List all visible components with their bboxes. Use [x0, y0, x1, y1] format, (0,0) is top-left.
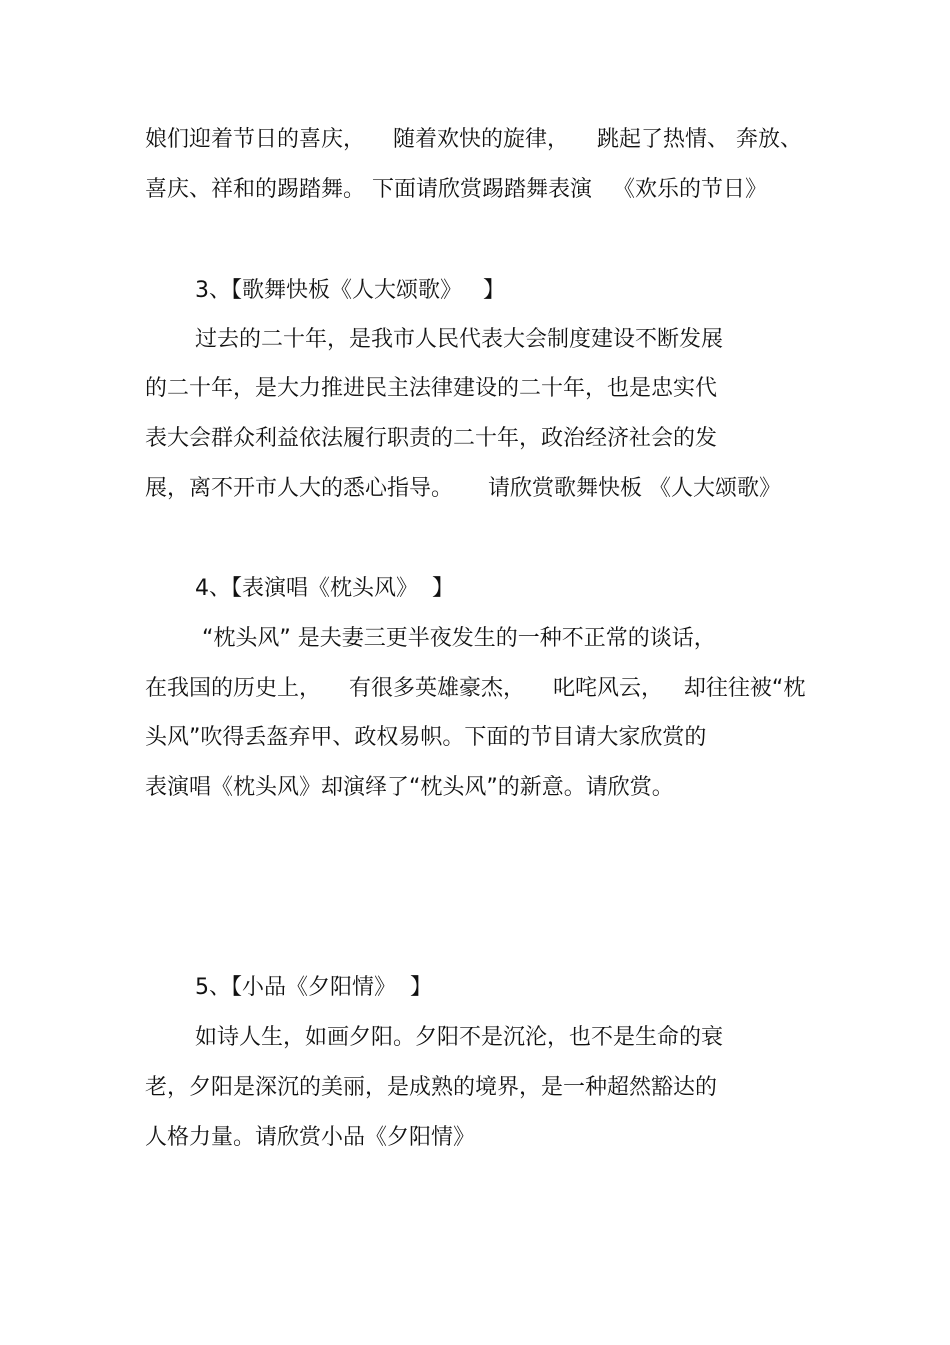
body-text-line: 如诗人生，如画夕阳。夕阳不是沉沦，也不是生命的衰	[195, 1025, 724, 1050]
body-text-line: 在我国的历史上， 有很多英雄豪杰， 叱咤风云， 却往往被“枕	[145, 676, 806, 701]
body-text-line: 老，夕阳是深沉的美丽，是成熟的境界，是一种超然豁达的	[145, 1075, 718, 1100]
body-text-line: 头风”吹得丢盔弃甲、政权易帜。下面的节目请大家欣赏的	[145, 725, 707, 750]
body-text-line: 的二十年，是大力推进民主法律建设的二十年，也是忠实代	[145, 376, 718, 401]
body-text-line: 展，离不开市人大的悉心指导。 请欣赏歌舞快板 《人大颂歌》	[145, 476, 781, 501]
body-text-line: “枕头风” 是夫妻三更半夜发生的一种不正常的谈话，	[195, 626, 716, 651]
section-heading: 4、【表演唱《枕头风》 】	[195, 576, 454, 601]
body-text-line: 表大会群众利益依法履行职责的二十年，政治经济社会的发	[145, 426, 718, 451]
body-text-line: 喜庆、祥和的踢踏舞。 下面请欣赏踢踏舞表演 《欢乐的节日》	[145, 177, 767, 202]
body-text-line: 娘们迎着节日的喜庆， 随着欢快的旋律， 跳起了热情、 奔放、	[145, 127, 802, 152]
body-text-line: 表演唱《枕头风》却演绎了“枕头风”的新意。请欣赏。	[145, 775, 674, 800]
body-text-line: 过去的二十年，是我市人民代表大会制度建设不断发展	[195, 327, 724, 352]
section-heading: 5、【小品《夕阳情》 】	[195, 975, 432, 1000]
section-heading: 3、【歌舞快板《人大颂歌》 】	[195, 278, 505, 303]
body-text-line: 人格力量。请欣赏小品《夕阳情》	[145, 1125, 476, 1150]
